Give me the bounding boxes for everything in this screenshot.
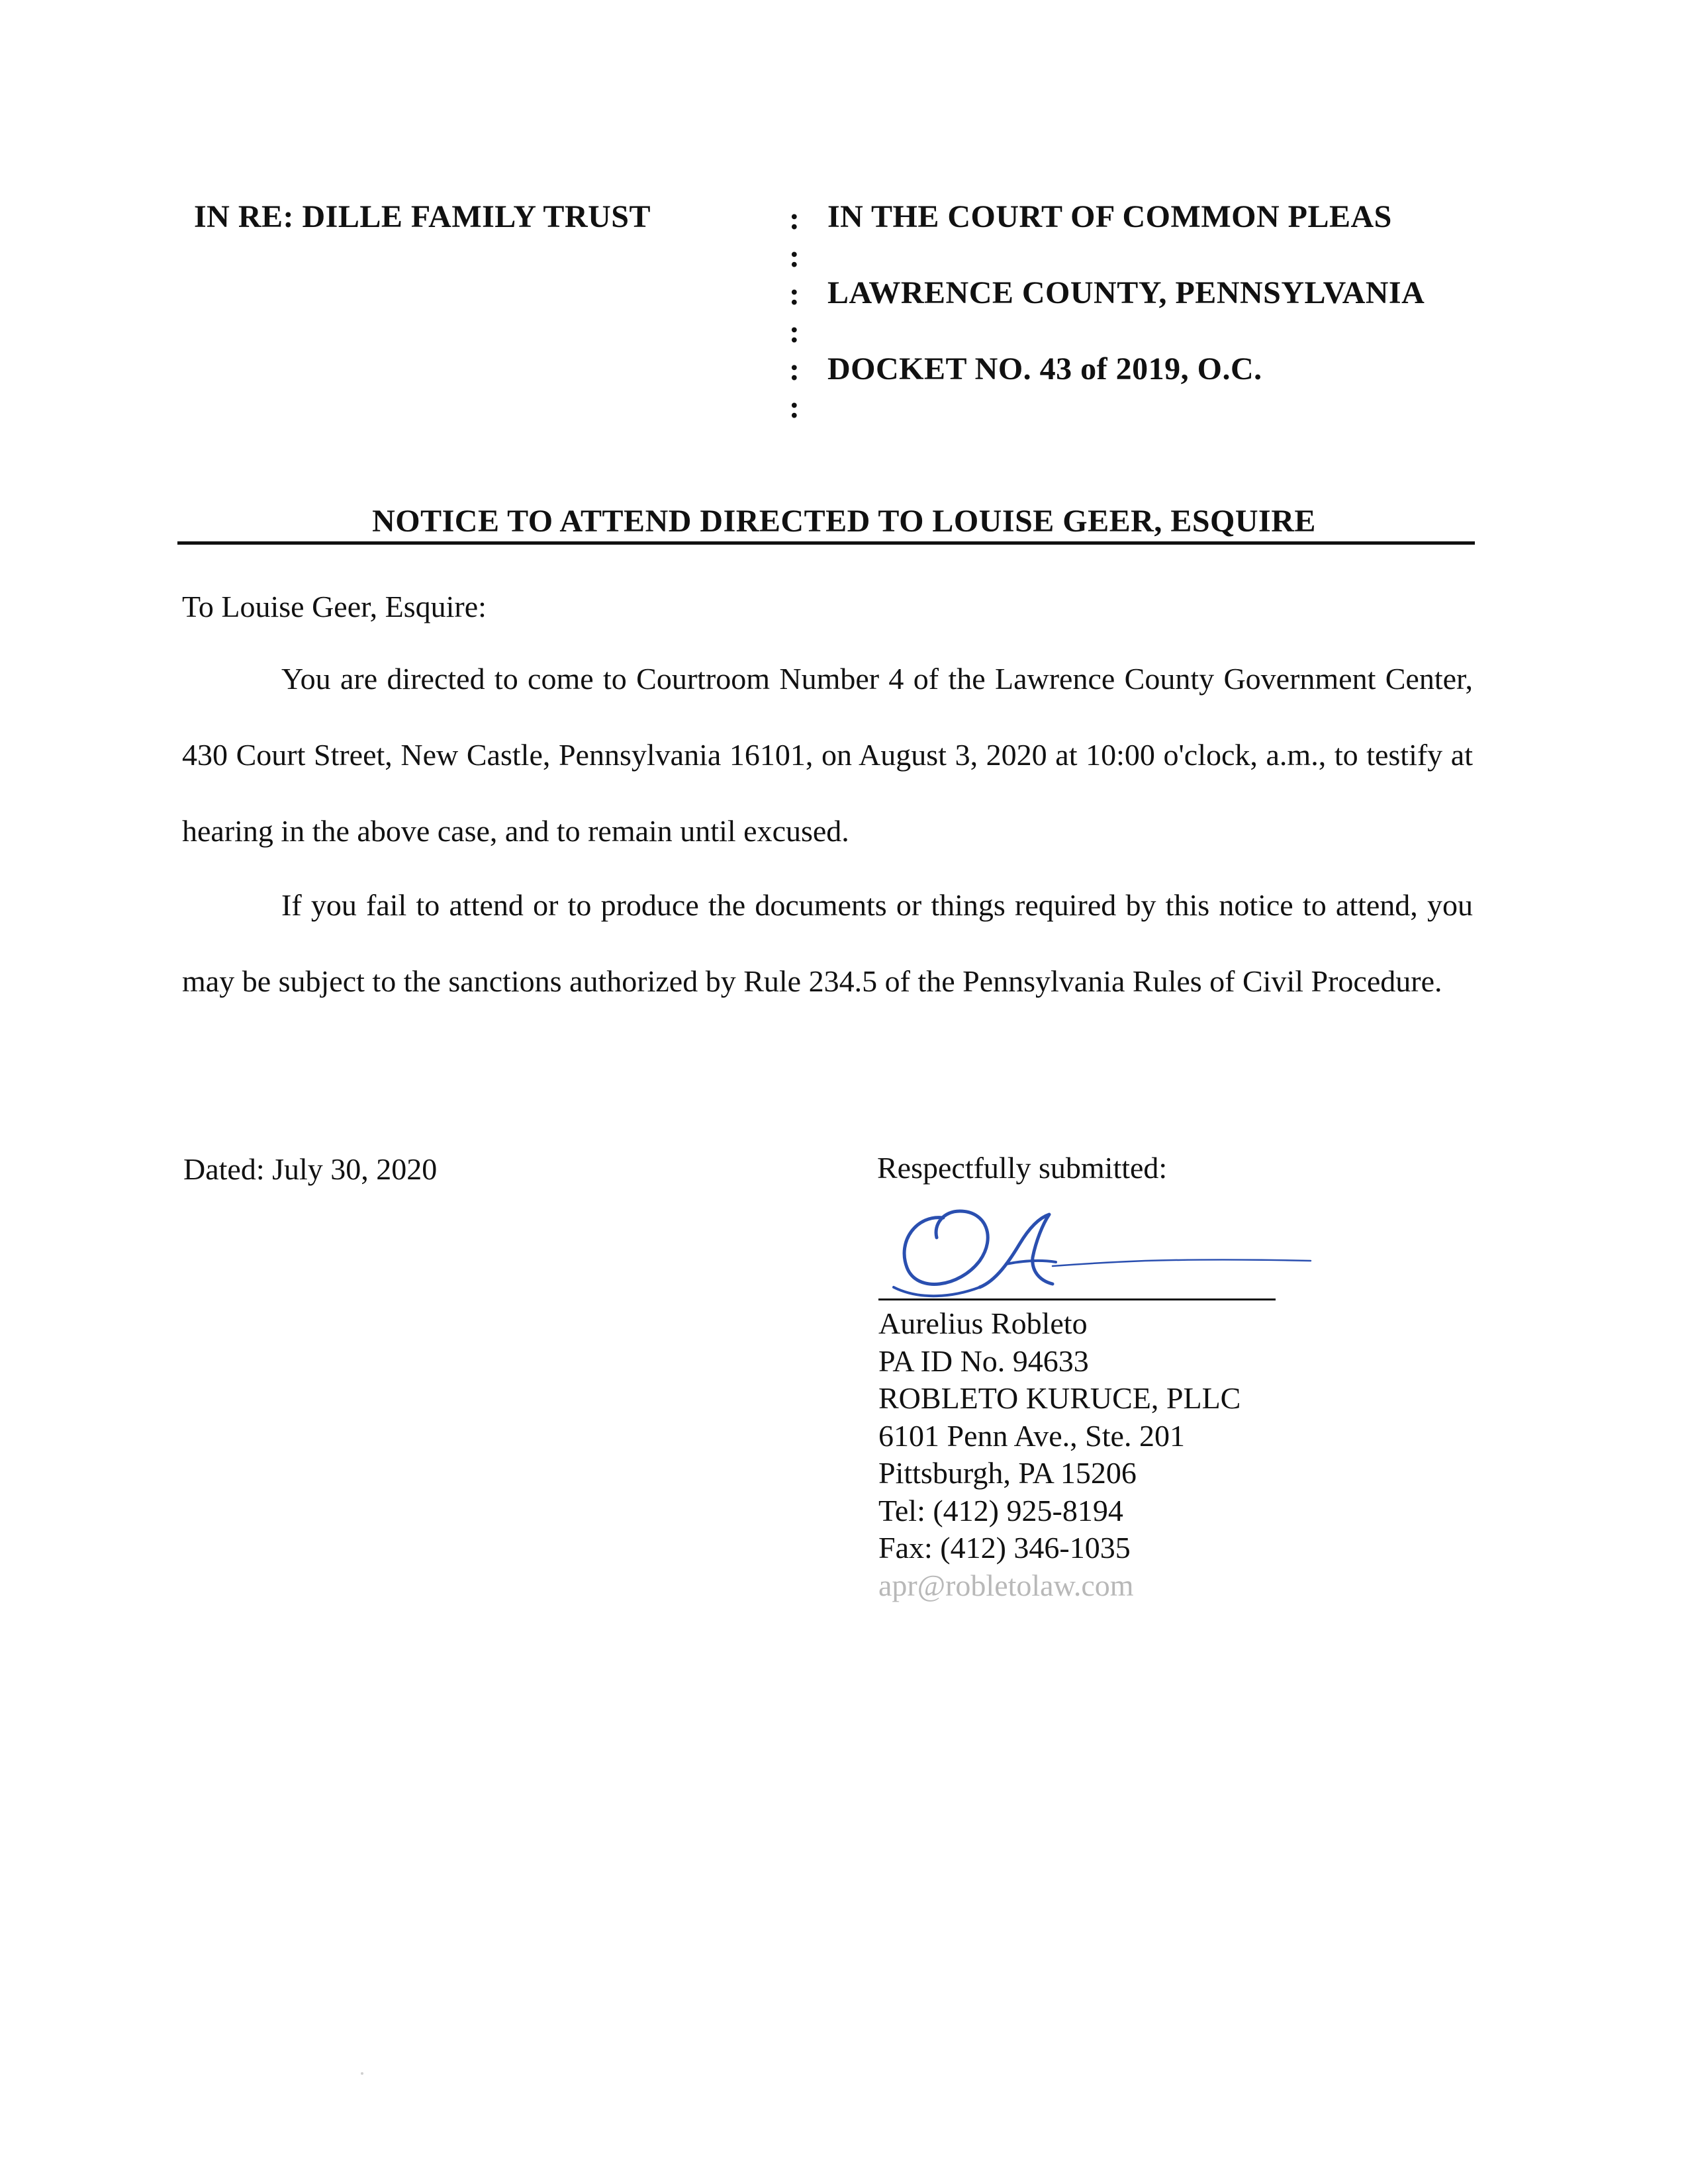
- paragraph-sanctions-text: If you fail to attend or to produce the documents or things required by this notice to attend, you may be subject to the sanctions authorized by Rule 234.5 of the Pennsylvania Rules of Civil Procedure.: [182, 888, 1473, 998]
- notice-title: NOTICE TO ATTEND DIRECTED TO LOUISE GEER, ESQUIRE: [372, 504, 1316, 539]
- handwritten-signature: [880, 1188, 1331, 1307]
- paragraph-sanctions: [182, 867, 1473, 1019]
- caption-colon: :: [789, 390, 800, 425]
- signer-pa-id: PA ID No. 94633: [878, 1343, 1089, 1378]
- title-underline: [177, 541, 1475, 545]
- case-caption-title: IN RE: DILLE FAMILY TRUST: [194, 199, 651, 234]
- scan-speck: [361, 2072, 363, 2075]
- signer-phone: Tel: (412) 925-8194: [878, 1493, 1123, 1527]
- respectfully-submitted: Respectfully submitted:: [877, 1151, 1168, 1185]
- paragraph-directive: [182, 641, 1473, 869]
- signer-email: apr@robletolaw.com: [878, 1568, 1134, 1602]
- signature-block: [878, 1305, 1241, 1604]
- signature-line: [878, 1298, 1276, 1300]
- signer-fax: Fax: (412) 346-1035: [878, 1531, 1131, 1565]
- caption-colon: :: [789, 352, 800, 387]
- paragraph-directive-text: You are directed to come to Courtroom Number 4 of the Lawrence County Government Center, 430 Court Street, New Castle, Pennsylvania 16101, on August 3, 2020 at 10:00 o'clock, a.m., to testify at hearing in the above case, and to remain until excused.: [182, 662, 1473, 848]
- caption-colon: :: [789, 277, 800, 312]
- court-name: IN THE COURT OF COMMON PLEAS: [827, 199, 1392, 234]
- date-line: Dated: July 30, 2020: [183, 1152, 438, 1186]
- signer-firm: ROBLETO KURUCE, PLLC: [878, 1381, 1241, 1415]
- county-name: LAWRENCE COUNTY, PENNSYLVANIA: [827, 275, 1425, 310]
- signer-name: Aurelius Robleto: [878, 1306, 1088, 1340]
- caption-colon: :: [789, 201, 800, 236]
- greeting: To Louise Geer, Esquire:: [182, 590, 487, 623]
- docket-number: DOCKET NO. 43 of 2019, O.C.: [827, 351, 1262, 387]
- caption-colon: :: [789, 239, 800, 274]
- caption-colon: :: [789, 314, 800, 349]
- signer-address-street: 6101 Penn Ave., Ste. 201: [878, 1418, 1185, 1453]
- signer-address-city: Pittsburgh, PA 15206: [878, 1456, 1137, 1490]
